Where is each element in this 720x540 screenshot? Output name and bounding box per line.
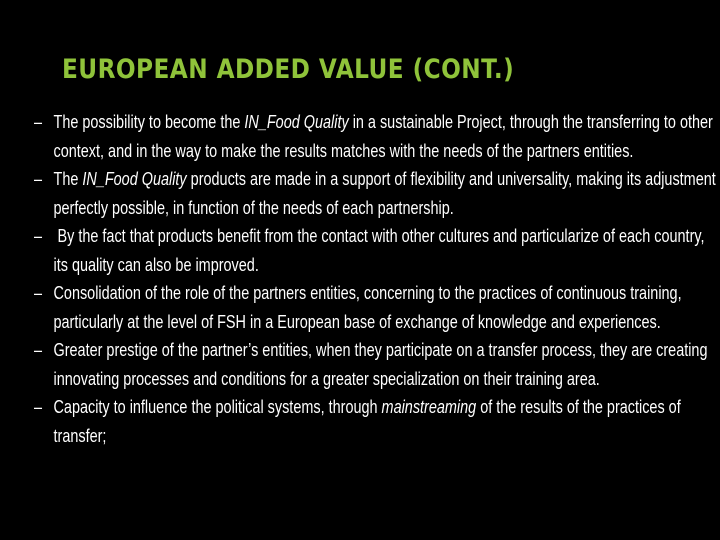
bullet-text-emphasis: IN_Food Quality [244, 111, 349, 132]
bullet-text: Consolidation of the role of the partners entities, concerning to the practices of continuous training, particularly at the level of FSH in a European base of exchange of knowledge and experiences. [53, 282, 682, 332]
bullet-dash: – [34, 225, 43, 246]
bullet-item-5 [34, 336, 717, 393]
bullet-dash: – [34, 168, 43, 189]
bullet-item-2 [34, 165, 717, 222]
bullet-dash: – [34, 339, 43, 360]
bullet-dash: – [34, 282, 43, 303]
bullet-text: By the fact that products benefit from the contact with other cultures and particularize of each country, its quality can also be improved. [53, 225, 709, 275]
bullet-text-post: in a sustainable Project, through the transferring to other context, and in the way to make the results matches with the needs of the partners entities. [53, 111, 713, 161]
bullet-text-emphasis: IN_Food Quality [82, 168, 187, 189]
bullet-text-post: of the results of the practices of transfer; [53, 396, 681, 446]
bullet-text-pre: The [53, 168, 83, 189]
bullet-text: Greater prestige of the partner’s entities, when they participate on a transfer process, they are creating innovating processes and conditions for a greater specialization on their training area. [53, 339, 708, 389]
bullet-dash: – [34, 396, 43, 417]
bullet-dash: – [34, 111, 43, 132]
bullet-text-post: products are made in a support of flexibility and universality, making its adjustment perfectly possible, in function of the needs of each partnership. [53, 168, 716, 218]
bullet-list [34, 108, 720, 450]
bullet-item-3 [34, 222, 717, 279]
bullet-item-4 [34, 279, 717, 336]
bullet-text-pre: The possibility to become the [53, 111, 245, 132]
bullet-text-emphasis: mainstreaming [381, 396, 477, 417]
bullet-text-pre: Capacity to influence the political systems, through [53, 396, 382, 417]
bullet-item-6 [34, 393, 717, 450]
slide-title: EUROPEAN ADDED VALUE (CONT.) [62, 54, 515, 85]
bullet-item-1 [34, 108, 717, 165]
